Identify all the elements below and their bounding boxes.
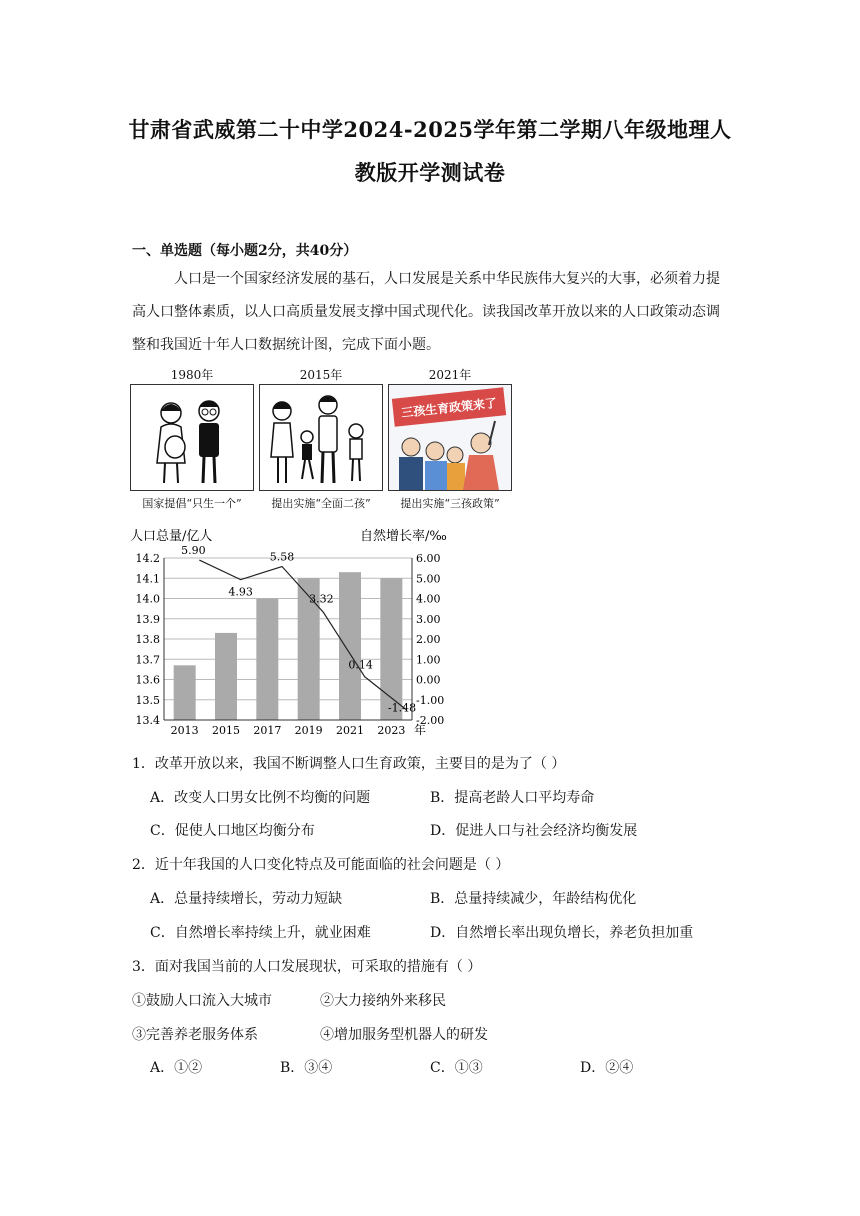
question-3-item-4: ④增加服务型机器人的研发 (320, 1027, 488, 1043)
section-heading: 一、单选题（每小题2分，共40分） (132, 243, 358, 259)
question-3-option-a[interactable]: A．①② (150, 1060, 203, 1076)
cartoon-image-two-child (259, 384, 383, 491)
cartoon-year: 2015年 (299, 368, 343, 382)
population-bar (174, 665, 196, 720)
left-axis-label: 人口总量/亿人 (130, 529, 213, 544)
cartoon-caption: 国家提倡“只生一个” (142, 497, 242, 510)
right-tick-label: -1.00 (416, 693, 445, 707)
question-3-stem: 3．面对我国当前的人口发展现状，可采取的措施有（ ） (132, 959, 482, 975)
left-tick-label: 13.7 (135, 653, 160, 667)
left-tick-label: 13.6 (135, 673, 160, 687)
question-2-option-a[interactable]: A．总量持续增长，劳动力短缺 (150, 891, 343, 907)
question-2-option-c[interactable]: C．自然增长率持续上升，就业困难 (150, 925, 371, 941)
growth-rate-data-label: 5.90 (181, 544, 206, 558)
intro-paragraph: 人口是一个国家经济发展的基石，人口发展是关系中华民族伟大复兴的大事，必须着力提高人口整体素质，以人口高质量发展支撑中国式现代化。读我国改革开放以来的人口政策动态调整和我国近十年人口数据统计图，完成下面小题。 (132, 271, 720, 353)
question-2-option-b[interactable]: B．总量持续减少，年龄结构优化 (430, 891, 637, 907)
cartoon-image-one-child (130, 384, 254, 491)
left-tick-label: 13.8 (135, 633, 160, 646)
policy-cartoons (130, 366, 530, 514)
x-tick-label: 2021 (336, 724, 364, 737)
left-tick-label: 13.5 (135, 693, 160, 707)
cartoon-year: 1980年 (170, 368, 214, 382)
right-tick-label: 1.00 (416, 653, 441, 667)
cartoon-banner-text: 三孩生育政策来了 (400, 396, 498, 420)
document-title-line2: 教版开学测试卷 (354, 160, 506, 185)
population-bar (339, 572, 361, 720)
growth-rate-data-label: 0.14 (348, 658, 373, 672)
right-tick-label: 3.00 (416, 612, 441, 626)
growth-rate-data-label: -1.48 (387, 701, 417, 715)
cartoon-2015 (259, 366, 383, 511)
cartoon-year: 2021年 (428, 368, 472, 382)
right-tick-label: 5.00 (416, 572, 441, 586)
right-tick-label: 6.00 (416, 552, 441, 565)
cartoon-2021 (388, 366, 512, 511)
right-tick-label: 4.00 (416, 592, 441, 606)
right-tick-label: 2.00 (416, 633, 441, 646)
cartoon-image-three-child (388, 384, 512, 491)
population-bar (380, 578, 402, 720)
population-bar (215, 633, 237, 720)
right-axis-label: 自然增长率/‰ (360, 529, 447, 544)
x-tick-label: 2023 (377, 724, 406, 737)
x-tick-label: 2019 (294, 724, 323, 737)
cartoon-caption: 提出实施“三孩政策” (400, 497, 500, 510)
cartoon-1980 (130, 366, 254, 511)
x-tick-label: 2015 (212, 724, 240, 737)
x-tick-label: 2017 (253, 724, 282, 737)
question-3-option-d[interactable]: D．②④ (580, 1060, 634, 1076)
question-3-option-c[interactable]: C．①③ (430, 1060, 483, 1076)
question-3-item-3: ③完善养老服务体系 (132, 1027, 258, 1043)
left-tick-label: 14.1 (135, 572, 160, 586)
question-2-stem: 2．近十年我国的人口变化特点及可能面临的社会问题是（ ） (132, 857, 510, 873)
document-title-line1: 甘肃省武威第二十中学2024-2025学年第二学期八年级地理人 (128, 117, 732, 142)
growth-rate-data-label: 3.32 (309, 592, 334, 606)
right-tick-label: -2.00 (416, 714, 445, 727)
population-chart (126, 526, 448, 738)
question-1-option-b[interactable]: B．提高老龄人口平均寿命 (430, 790, 595, 806)
question-3-option-b[interactable]: B．③④ (280, 1060, 333, 1076)
question-1-option-a[interactable]: A．改变人口男女比例不均衡的问题 (150, 790, 371, 806)
question-3-item-2: ②大力接纳外来移民 (320, 993, 446, 1009)
question-1-option-d[interactable]: D．促进人口与社会经济均衡发展 (430, 823, 638, 839)
cartoon-caption: 提出实施“全面二孩” (271, 497, 371, 510)
growth-rate-data-label: 4.93 (228, 585, 253, 599)
question-1-stem: 1．改革开放以来，我国不断调整人口生育政策，主要目的是为了（ ） (132, 756, 566, 772)
right-tick-label: 0.00 (416, 673, 441, 687)
left-tick-label: 13.4 (135, 714, 160, 727)
left-tick-label: 14.0 (135, 592, 160, 606)
x-unit-label: 年 (414, 723, 427, 737)
population-bar (256, 599, 278, 721)
question-1-option-c[interactable]: C．促使人口地区均衡分布 (150, 823, 315, 839)
left-tick-label: 14.2 (135, 552, 160, 565)
x-tick-label: 2013 (170, 724, 199, 737)
question-2-option-d[interactable]: D．自然增长率出现负增长，养老负担加重 (430, 925, 694, 941)
question-3-item-1: ①鼓励人口流入大城市 (132, 993, 272, 1009)
growth-rate-data-label: 5.58 (269, 550, 295, 564)
left-tick-label: 13.9 (135, 612, 160, 626)
